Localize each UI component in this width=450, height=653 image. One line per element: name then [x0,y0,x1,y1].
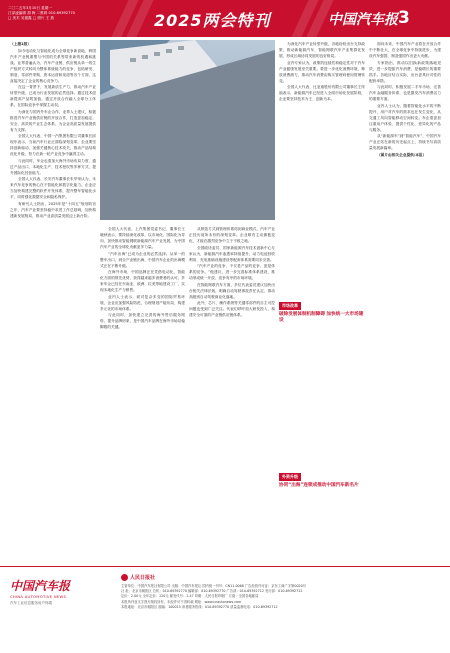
partner-logo [121,574,155,581]
section-tag: 市场改革 [279,302,301,310]
article-paragraph: 此外，芯片、操作系统等关键零部件的自主可控问题也受到广泛关注。代表们呼吁加大研发投入，构建安全可靠的产业链供应链体系。 [189,301,275,317]
article-column-1 [10,41,96,562]
article-paragraph: 面向未来，中国汽车产业将在开放合作中不断壮大，在全球竞争中持续进步，为建设汽车强国、制造强国作出更大贡献。 [369,42,441,58]
article-paragraph: 与此同时，加快建立完善的海外售后服务网络，提升品牌形象，是中国汽车品牌在海外市场站稳脚跟的关键。 [100,313,185,329]
article-paragraph: 从制造方式到管理体系再到商业模式，汽车产业正经历前所未有的深刻变革。企业唯有主动拥抱变化，才能在激烈竞争中立于不败之地。 [189,227,275,243]
logo-subtitle: 汽车工业信息服务用户终端 [10,601,52,605]
article-column-3 [189,226,275,562]
article-paragraph: 专家指出，推动以旧换新政策落地见效，进一步提振汽车消费，是稳增长的重要抓手。各地应结合实际，出台更具针对性的配套举措。 [369,60,441,83]
port-photo-image [100,40,275,220]
car-export-port-photo [100,40,275,220]
article-paragraph: 全国政协委员、国家新能源汽车技术创新中心专家认为，新能源汽车渗透率持续提升，动力电池回收利用、充电基础设施建设等配套体系需要同步完善。 [189,245,275,262]
header-meta-line: 二〇二五年3月10日 星期一 [8,6,52,10]
section-market-reform [279,292,365,325]
page-header [0,0,450,37]
article-paragraph: 在智能网联汽车方面，多位代表委员建议加快出台相关法律法规，明确自动驾驶事故责任认定，推动高级别自动驾驶商业化落地。 [189,282,275,299]
newspaper-brand: 中国汽车报 [328,12,398,28]
newspaper-logo [10,577,98,621]
partner-name: 人民日报社 [130,575,156,581]
article-paragraph: 业内专家认为，政策的连续性和稳定性对于汽车产业健康发展至关重要。要进一步优化消费环境，释放消费潜力，推动汽车消费由购买管理向使用管理转变。 [279,60,365,83]
footer-line: 主管单位：中国汽车报社有限公司 出版：中国汽车报社 国内统一刊号：CN11-0068 广告经营许可证：京东工商广字第0020号 [121,584,307,588]
article-paragraph: 有研究人士指出，2025年是“十四五”规划收官之年，汽车产业要坚持稳中求进工作总基调，加快构建新发展格局，推动产业高质量发展迈上新台阶。 [10,201,96,218]
footer-line: 本报所刊登文字图片版权所有，未经许可不得转载 网址：www.cnautonews.com [121,599,242,604]
article-paragraph: 业内人士表示，面对复杂多变的国际贸易环境，企业应加强风险防范，合理规划产能布局，构建多元化的市场体系。 [100,294,185,311]
article-paragraph: 为深化汽车产业转型升级，各地纷纷出台支持政策，推动新能源汽车、智能网联汽车产业集群化发展，形成区域协同发展的良好格局。 [279,42,365,58]
logo-chinese-name: 中国汽车报 [10,579,71,593]
page-title: 2025两会特刊 [154,11,271,30]
article-column-5 [369,41,441,562]
article-paragraph: 从“新能源车”到“智能汽车”，中国汽车产业正站在新的历史起点上，持续书写高质量发展新篇章。 [369,134,441,150]
section-foreign-upgrade [279,463,365,489]
article-paragraph: 与此同时，积极发展二手车市场，完善汽车金融服务体系，也是激发汽车消费活力的重要方面。 [369,85,441,101]
page-number: 3 [398,8,410,28]
article-paragraph: 为深化与国内外车企合作，业界人士建议，积极推进汽车产业链供应链的开放合作，打造更加稳定、安全、高效的产业生态体系，为企业高质量发展提供有力支撑。 [10,109,96,132]
section-headline: 协同“出海”连锁成推动中国汽车新名片 [279,483,359,488]
header-meta [8,6,116,22]
article-paragraph: 在海外市场，中国品牌正在凭借电动化、智能化方面的领先优势，获得越来越多消费者的认可。多家车企已经在东南亚、欧洲、拉美等地建设工厂，实现本地化生产与销售。 [100,270,185,292]
footer-line: 本报地址：北京市朝阳区 邮编：100015 读者服务热线：010-69392770 质量监督电话：010-69392712 [121,604,278,609]
editor-credit: （图片由相关企业提供/本报） [377,152,427,157]
article-column-2 [100,226,185,562]
footer-line: 定价：2.00元 全年定价：120元 邮发代号：1-47 印刷：人民日报印刷厂 订阅：全国各地邮局 [121,594,259,599]
footer-line: 社 址：北京市朝阳区 总机：010-69392770 编辑部：010-69392770 广告部：010-69392712 发行部：010-69392712 [121,589,303,594]
article-paragraph: “汽车出海”已成为企业的必然选择。从单一的整车出口，到全产业链出海，中国汽车企业的出海模式正在不断升级。 [100,251,185,268]
article-paragraph: 全国人大代表、中国一汽集团有限公司董事长邱现东表示，当前汽车行业正面临深刻变革，企业要坚持创新驱动，加强关键核心技术攻关，推动产品结构优化升级，努力在新一轮产业竞争中赢得主动。 [10,134,96,156]
section-tag: 外资升级 [279,473,301,481]
logo-english-name: CHINA AUTOMOTIVE NEWS [10,595,67,599]
article-paragraph: “汽车产业的竞争，不仅是产品的竞争，更是体系的竞争。”他建议，进一步完善标准体系建设，推动形成统一开放、竞争有序的市场环境。 [189,264,275,280]
footer-info [121,584,441,610]
article-paragraph: 在这一背景下，发展新质生产力，推动汽车产业转型升级，已成为行业发展的必然选择。通过技术创新提高产品附加值，通过开放合作融入全球分工体系，在国际竞争中掌握主动权。 [10,85,96,107]
article-paragraph: 全国人大代表、长安汽车董事长朱华荣认为，未来汽车竞争的核心在于智能化和数字化能力。企业应当加快构建完整的软件开发体系，提升整车智能化水平，同时强化数据安全和隐私保护。 [10,177,96,199]
article-paragraph: 业内人士认为，随着智能化水平的不断提升，用户对汽车的需求也在发生变化，从交通工具向智能移动空间转变。车企需更加注重用户体验，提供个性化、差异化的产品与服务。 [369,103,441,132]
section-headline: 破除发展体制机制障碍 加快统一大市场建设 [279,312,364,324]
partner-mark-icon [121,574,128,581]
article-paragraph: （上接1版） [10,42,32,46]
article-paragraph: 与此同时，车企也需加大海外市场布局力度，通过产品出口、本地化生产、技术授权等多种方式，提升国际化经营能力。 [10,158,96,175]
page-footer [0,566,450,653]
header-meta-line: 江泽凌编辑 胡 梅 二维码 010-69392770 [8,11,75,16]
header-meta-line: □ 美术 吴德鑫 □ 照片 王 燕 [8,16,54,21]
article-paragraph: 全国人大代表、比亚迪股份有限公司董事长王传福表示，新能源汽车已经进入全面市场化发展阶段，企业要坚持技术为王、创新为本。 [279,85,365,101]
article-paragraph: 如今电动化与智能化成为全球竞争新高地，跨国汽车产业链重塑与中国的关系等带来新的机遇和挑战。业界普遍认为，汽车产业链、供应链从单一的生产组织方式转向为整体系统能力的竞争，包括研发、制造、零部件采购、资本运营和渠道等各个方面，这直接决定了企业的核心竞争力。 [10,48,96,83]
article-paragraph: 全国人大代表、上汽集团党委书记、董事长王晓秋表示，要持续深化改革，以市场化、国际化为导向，加快推动智能网联新能源汽车产业发展，为中国汽车产业的全球化贡献更多力量。 [100,227,185,249]
